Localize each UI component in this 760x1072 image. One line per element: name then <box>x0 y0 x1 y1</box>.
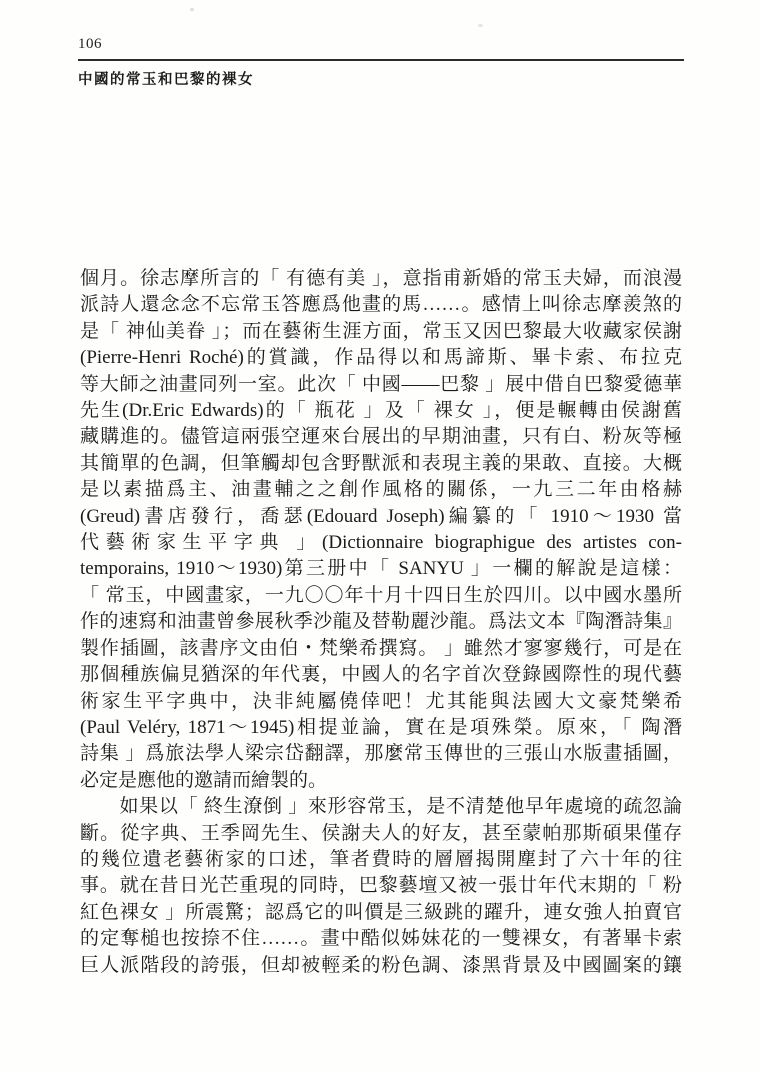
text-line: 詩集 」爲旅法學人梁宗岱翻譯，那麼常玉傳世的三張山水版畫插圖， <box>80 743 682 765</box>
text-line: 派詩人還念念不忘常玉答應爲他畫的馬……。感情上叫徐志摩羨煞的 <box>80 294 682 316</box>
running-title: 中國的常玉和巴黎的裸女 <box>78 72 254 88</box>
text-line: 巨人派階段的誇張，但却被輕柔的粉色調、漆黑背景及中國圖案的鑲 <box>80 954 682 976</box>
text-line: 必定是應他的邀請而繪製的。 <box>80 769 328 791</box>
text-line: 那個種族偏見猶深的年代裏，中國人的名字首次登錄國際性的現代藝 <box>80 664 682 686</box>
text-line: 事。就在昔日光芒重現的同時，巴黎藝壇又被一張廿年代末期的「 粉 <box>80 875 682 897</box>
scan-speck <box>478 24 483 27</box>
text-line: 個月。徐志摩所言的「 有德有美 」，意指甫新婚的常玉夫婦，而浪漫 <box>80 268 682 289</box>
text-line: 代藝術家生平字典 」(Dictionnaire biographigue des artistes con- <box>80 532 682 554</box>
text-line: 是以素描爲主、油畫輔之之創作風格的關係，一九三二年由格赫 <box>80 479 682 501</box>
text-line: (Paul Veléry, 1871～1945)相提並論，實在是項殊榮。原來，「 陶潛 <box>80 716 682 738</box>
text-line: 其簡單的色調，但筆觸却包含野獸派和表現主義的果敢、直接。大概 <box>80 452 682 474</box>
text-line: 紅色裸女 」所震驚；認爲它的叫價是三級跳的躍升，連女強人拍賣官 <box>80 901 682 923</box>
text-line: 是「 神仙美眷 」；而在藝術生涯方面，常玉又因巴黎最大收藏家侯謝 <box>80 320 682 342</box>
text-line: 作的速寫和油畫曾參展秋季沙龍及替勒麗沙龍。爲法文本『陶潛詩集』 <box>80 611 682 633</box>
header-divider-line <box>78 59 684 61</box>
text-line: 「 常玉，中國畫家，一九〇〇年十月十四日生於四川。以中國水墨所 <box>80 584 682 606</box>
text-line: 術家生平字典中，決非純屬僥倖吧！尤其能與法國大文豪梵樂希 <box>80 690 682 712</box>
page-number: 106 <box>78 36 102 52</box>
text-line: 藏購進的。儘管這兩張空運來台展出的早期油畫，只有白、粉灰等極 <box>80 426 682 448</box>
scan-speck <box>190 8 194 11</box>
text-line: (Pierre-Henri Roché)的賞識，作品得以和馬諦斯、畢卡索、布拉克 <box>80 347 682 369</box>
text-line: 如果以「 終生潦倒 」來形容常玉，是不清楚他早年處境的疏忽論 <box>80 796 682 818</box>
text-line: 製作插圖，該書序文由伯・梵樂希撰寫。 」雖然才寥寥幾行，可是在 <box>80 637 682 659</box>
text-line: 的幾位遺老藝術家的口述，筆者費時的層層揭開塵封了六十年的往 <box>80 848 682 870</box>
text-line: 斷。從字典、王季岡先生、侯謝夫人的好友，甚至蒙帕那斯碩果僅存 <box>80 822 682 844</box>
text-line: 的定奪槌也按捺不住……。畫中酷似姊妹花的一雙裸女，有著畢卡索 <box>80 928 682 950</box>
text-line: 等大師之油畫同列一室。此次「 中國——巴黎 」展中借自巴黎愛德華 <box>80 373 682 395</box>
text-line: temporains, 1910～1930)第三册中「 SANYU 」一欄的解說是這樣： <box>80 558 682 580</box>
text-line: 先生(Dr.Eric Edwards)的「 瓶花 」及「 裸女 」，便是輾轉由侯謝舊 <box>80 400 682 422</box>
text-line: (Greud)書店發行，喬瑟(Edouard Joseph)編纂的「 1910～1930 當 <box>80 505 682 527</box>
body-text <box>80 266 682 979</box>
